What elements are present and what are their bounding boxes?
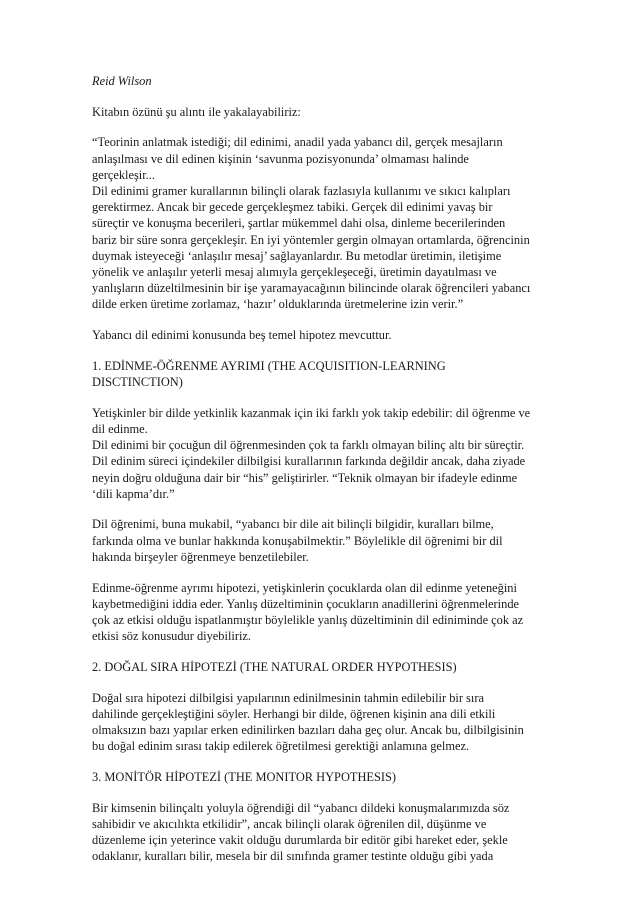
paragraph-line: düzenleme için yeterince vakit olduğu durumlarda bir editör gibi hareket eder, şekle [92, 833, 508, 848]
paragraph-line: Dil edinim süreci içindekiler dilbilgisi kurallarının farkında değildir ancak, daha ziyade [92, 454, 526, 469]
paragraph-line: Bir kimsenin bilinçaltı yoluyla öğrendiği dil “yabancı dildeki konuşmalarımızda söz [92, 800, 510, 815]
quote-line: “Teorinin anlatmak istediği; dil edinimi, anadil yada yabancı dil, gerçek mesajların [92, 135, 503, 150]
section-1-heading [92, 358, 562, 390]
section-2-heading: 2. DOĞAL SIRA HİPOTEZİ (THE NATURAL ORDER HYPOTHESIS) [92, 659, 457, 674]
paragraph-line: Yetişkinler bir dilde yetkinlik kazanmak için iki farklı yok takip edebilir: dil öğrenme ve [92, 405, 531, 420]
author-name: Reid Wilson [92, 74, 152, 88]
section-3-heading: 3. MONİTÖR HİPOTEZİ (THE MONITOR HYPOTHESIS) [92, 769, 397, 784]
quote-line: Dil edinimi gramer kurallarının bilinçli olarak fazlasıyla kullanımı ve sıkıcı kalıpları [92, 184, 511, 199]
paragraph-line: Dil edinimi bir çocuğun dil öğrenmesinden çok ta farklı olmayan bilinç altı bir süreçtir. [92, 438, 525, 453]
quote-line: yanlışların düzeltilmesinin bir işe yaramayacağının bilincinde olarak öğrencileri yabancı [92, 281, 531, 296]
section-1-paragraph-2 [92, 516, 562, 565]
paragraph-line: neyin doğru olduğuna dair bir “his” geliştirirler. “Teknik olmayan bir ifadeyle edinme [92, 470, 518, 485]
quote-paragraph [92, 134, 562, 312]
section-1-paragraph-3 [92, 580, 562, 645]
paragraph-line: Doğal sıra hipotezi dilbilgisi yapılarının edinilmesinin tahmin edilebilir bir sıra [92, 690, 484, 705]
document-page [92, 73, 562, 864]
paragraph-line: bu doğal edinim sırası takip edilerek öğretilmesi gerektiği anlamına gelmez. [92, 739, 470, 754]
paragraph-line: sahibidir ve akıcılıkta etkilidir”, ancak bilinçli olarak öğrenilen dil, düşünme ve [92, 816, 487, 831]
quote-line: gerektirmez. Ancak bir gecede gerçekleşmez tabiki. Gerçek dil edinimi yavaş bir [92, 200, 493, 215]
quote-line: bariz bir süre sonra gerçekleşir. En iyi yöntemler gergin olmayan ortamlarda, öğrencinin [92, 232, 530, 247]
section-heading-line: 1. EDİNME-ÖĞRENME AYRIMI (THE ACQUISITION-LEARNING [92, 358, 446, 373]
hypotheses-intro: Yabancı dil edinimi konusunda beş temel hipotez mevcuttur. [92, 328, 392, 343]
section-heading-line: DISCTINCTION) [92, 375, 183, 390]
section-3-paragraph [92, 800, 562, 865]
section-1-paragraph-1 [92, 405, 562, 502]
paragraph-line: Edinme-öğrenme ayrımı hipotezi, yetişkinlerin çocuklarda olan dil edinme yeteneğini [92, 580, 517, 595]
paragraph-line: çok az etkisi olduğu ispatlanmıştır böylelikle yanlış düzeltiminin dil ediniminde çok az [92, 612, 524, 627]
paragraph-line: Dil öğrenimi, buna mukabil, “yabancı bir dile ait bilinçli bilgidir, kuralları bilme, [92, 517, 494, 532]
quote-line: yönelik ve anlaşılır yeterli mesaj alımıyla gerçekleşeceği, üretimin dayatılması ve [92, 265, 497, 280]
quote-line: gerçekleşir... [92, 167, 155, 182]
paragraph-line: olmaksızın bazı yapılar erken edinilirken bazıları daha geç olur. Ancak bu, dilbilgisinin [92, 723, 524, 737]
paragraph-line: ‘dili kapma’dır.” [92, 486, 175, 501]
quote-line: anlaşılması ve dil edinen kişinin ‘savunma pozisyonunda’ olmaması halinde [92, 151, 469, 166]
paragraph-line: etkisi söz konusudur diyebiliriz. [92, 629, 251, 644]
paragraph-line: odaklanır, kuralları bilir, mesela bir dil sınıfında gramer testinte olduğu gibi yada [92, 849, 494, 864]
paragraph-line: hakında birşeyler öğrenmeye benzetilebiler. [92, 549, 309, 564]
quote-line: duymak isteyeceği ‘anlaşılır mesaj’ sağlayanlardır. Bu metodlar üretimin, iletişime [92, 248, 502, 263]
quote-line: süreçtir ve konuşma becerileri, şartlar mükemmel dahi olsa, dinleme becerilerinden [92, 216, 506, 231]
paragraph-line: farkında olma ve bunlar hakkında konuşabilmektir.” Böylelikle dil öğrenimi bir dil [92, 533, 503, 548]
paragraph-line: dil edinme. [92, 421, 148, 436]
paragraph-line: kaybetmediğini iddia eder. Yanlış düzeltiminin çocukların anadillerini öğrenmelerinde [92, 596, 520, 611]
paragraph-line: dahilinde gerçekleştiğini söyler. Herhangi bir dilde, öğrenen kişinin ana dili etkili [92, 706, 496, 721]
intro-text: Kitabın özünü şu alıntı ile yakalayabiliriz: [92, 104, 301, 119]
quote-line: dilde erken üretime zorlamaz, ‘hazır’ olduklarında üretmelerine izin verir.” [92, 297, 464, 312]
section-2-paragraph [92, 690, 562, 755]
